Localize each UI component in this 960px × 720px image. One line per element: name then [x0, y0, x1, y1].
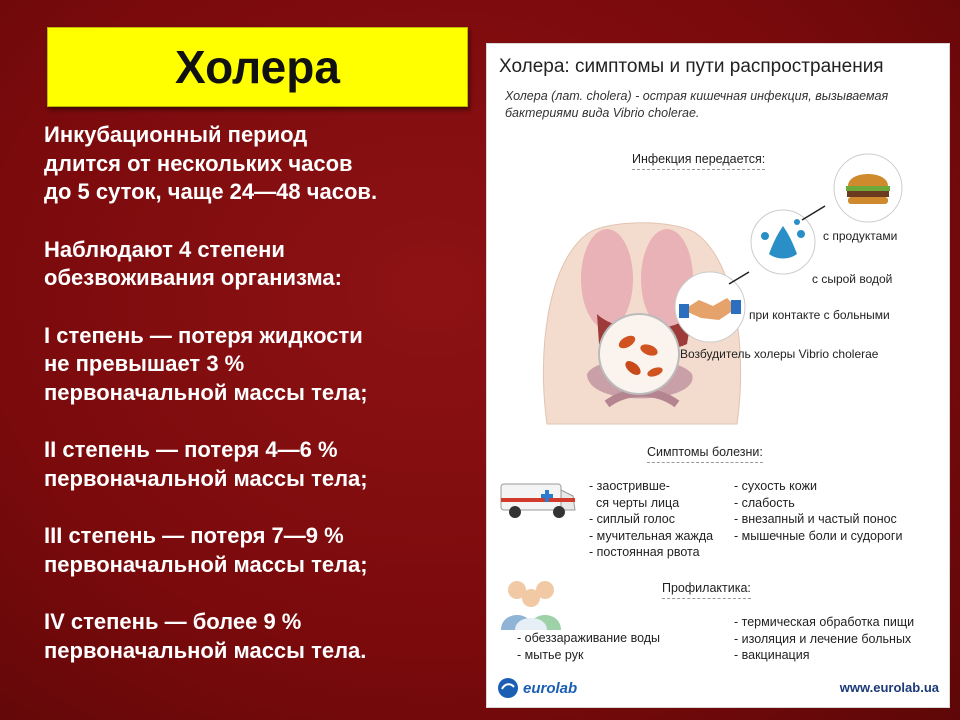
transmission-food-label: с продуктами — [823, 229, 898, 243]
transmission-heading: Инфекция передается: — [632, 152, 766, 166]
prevention-right-list: - термическая обработка пищи - изоляция и лечение больных - вакцинация — [734, 615, 915, 662]
vibrio-cholerae-icon — [597, 312, 681, 396]
slide-title: Холера — [175, 41, 340, 93]
incubation-paragraph: Инкубационный период длится от нескольких часов до 5 суток, чаще 24—48 часов. — [44, 122, 378, 204]
eurolab-logo-icon — [497, 677, 519, 699]
symptoms-left-list: - заостривше- ся черты лица - сиплый голос - мучительная жажда - постоянная рвота — [589, 479, 714, 559]
infographic-definition: Холера (лат. cholera) - острая кишечная инфекция, вызываемая бактериями вида Vibrio cholerae. — [505, 89, 889, 120]
burger-icon — [832, 152, 904, 224]
transmission-water-label: с сырой водой — [812, 272, 893, 286]
eurolab-logo-text: eurolab — [523, 679, 578, 697]
infographic-title: Холера: симптомы и пути распространения — [499, 56, 884, 77]
degree-2-paragraph: II степень — потеря 4—6 % первоначальной массы тела; — [44, 437, 368, 491]
ambulance-icon — [499, 476, 579, 520]
degree-1-paragraph: I степень — потеря жидкости не превышает 3 % первоначальной массы тела; — [44, 322, 368, 405]
symptoms-right-list: - сухость кожи - слабость - внезапный и частый понос - мышечные боли и судороги — [734, 479, 903, 543]
eurolab-site-link[interactable]: www.eurolab.ua — [839, 680, 939, 695]
doctors-icon — [497, 574, 567, 630]
cholera-infographic — [486, 43, 950, 708]
transmission-contact-label: при контакте с больными — [749, 308, 890, 322]
symptoms-heading: Симптомы болезни: — [647, 445, 763, 459]
prevention-heading: Профилактика: — [662, 581, 751, 595]
degree-3-paragraph: III степень — потеря 7—9 % первоначальной массы тела; — [44, 523, 368, 577]
prevention-left-list: - обеззараживание воды - мытье рук — [517, 631, 661, 662]
title-box — [47, 27, 468, 107]
dehydration-intro-paragraph: Наблюдают 4 степени обезвоживания организма: — [44, 236, 342, 290]
degree-4-paragraph: IV степень — более 9 % первоначальной массы тела. — [44, 609, 367, 663]
slide-body-text — [44, 121, 474, 694]
eurolab-logo — [497, 677, 577, 699]
pathogen-label: Возбудитель холеры Vibrio cholerae — [680, 347, 879, 361]
